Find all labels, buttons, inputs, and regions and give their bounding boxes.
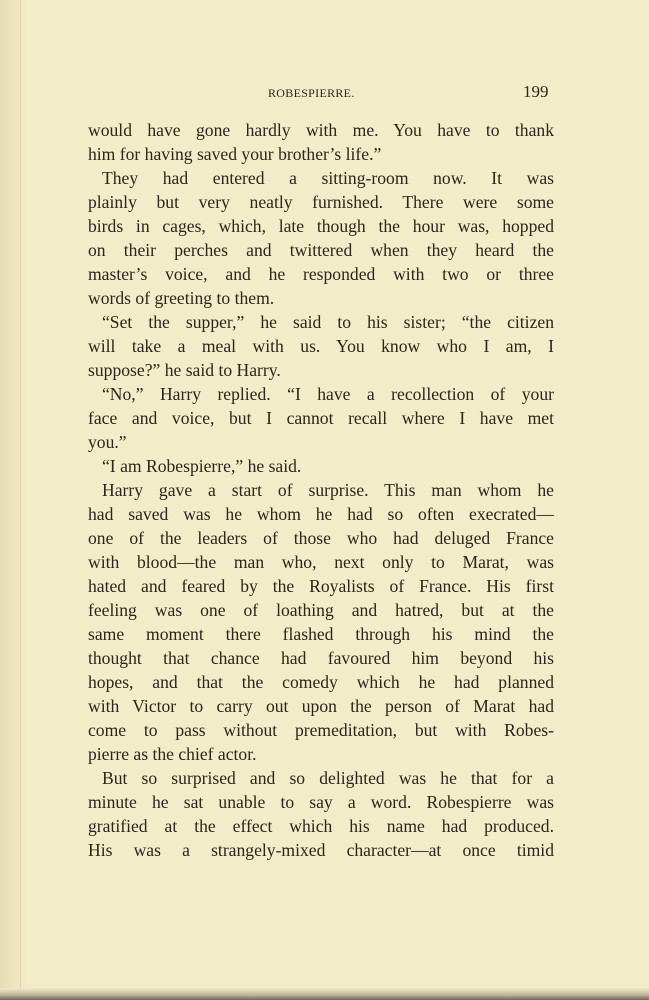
text-line: thought that chance had favoured him beyond his	[88, 648, 554, 668]
text-line: words of greeting to them.	[88, 288, 275, 308]
running-title: ROBESPIERRE.	[268, 86, 355, 100]
text-line: “Set the supper,” he said to his sister; “the citizen	[102, 312, 554, 332]
page-bottom-edge	[0, 988, 649, 1000]
text-line: him for having saved your brother’s life.”	[88, 144, 382, 164]
text-line: one of the leaders of those who had deluged France	[88, 528, 554, 548]
gutter-fold-line	[20, 0, 21, 1000]
text-line: with Victor to carry out upon the person of Marat had	[88, 696, 554, 716]
text-line: master’s voice, and he responded with two or three	[88, 264, 554, 284]
text-line: same moment there flashed through his mind the	[88, 624, 554, 644]
text-line: hated and feared by the Royalists of France. His first	[88, 576, 554, 596]
text-line: minute he sat unable to say a word. Robespierre was	[88, 792, 554, 812]
text-line: feeling was one of loathing and hatred, but at the	[88, 600, 554, 620]
text-line: on their perches and twittered when they heard the	[88, 240, 554, 260]
text-line: They had entered a sitting-room now. It was	[102, 168, 554, 188]
text-line: face and voice, but I cannot recall where I have met	[88, 408, 554, 428]
text-line: will take a meal with us. You know who I am, I	[88, 336, 554, 356]
text-line: “No,” Harry replied. “I have a recollection of your	[102, 384, 554, 404]
page-gutter-shadow	[0, 0, 28, 1000]
text-line: suppose?” he said to Harry.	[88, 360, 281, 380]
text-line: would have gone hardly with me. You have to thank	[88, 120, 554, 140]
page-number: 199	[523, 82, 549, 101]
text-line: with blood—the man who, next only to Marat, was	[88, 552, 554, 572]
text-line: “I am Robespierre,” he said.	[102, 456, 302, 476]
text-line: His was a strangely-mixed character—at once timid	[88, 840, 554, 860]
running-head	[0, 82, 649, 106]
text-line: But so surprised and so delighted was he that for a	[102, 768, 554, 788]
text-line: plainly but very neatly furnished. There were some	[88, 192, 554, 212]
body-text	[88, 118, 554, 862]
text-line: gratified at the effect which his name had produced.	[88, 816, 554, 836]
text-line: Harry gave a start of surprise. This man whom he	[102, 480, 554, 500]
text-line: you.”	[88, 432, 127, 452]
text-line: come to pass without premeditation, but with Robes-	[88, 720, 554, 740]
text-line: birds in cages, which, late though the hour was, hopped	[88, 216, 554, 236]
text-line: pierre as the chief actor.	[88, 744, 257, 764]
text-line: had saved was he whom he had so often execrated—	[88, 504, 554, 524]
text-line: hopes, and that the comedy which he had planned	[88, 672, 554, 692]
